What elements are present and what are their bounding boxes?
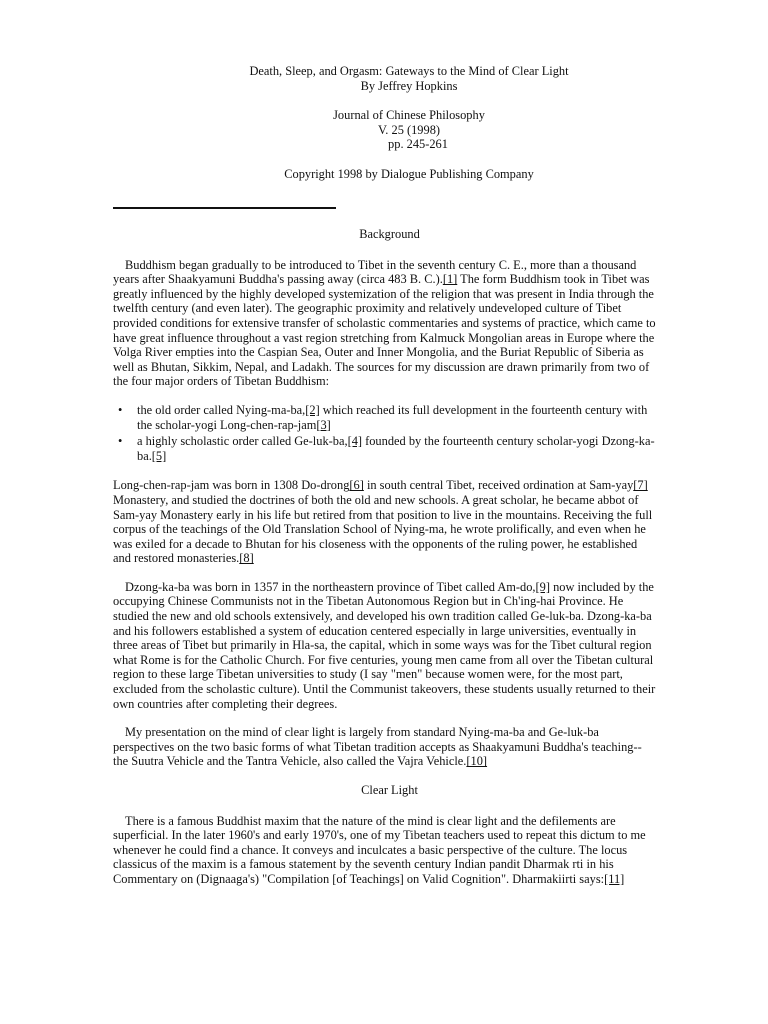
document-header [0, 64, 768, 182]
footnote-link-9[interactable]: [9] [535, 579, 550, 594]
article-title: Death, Sleep, and Orgasm: Gateways to the Mind of Clear Light [249, 64, 569, 78]
journal-volume: V. 25 (1998) [377, 122, 441, 137]
copyright-notice: Copyright 1998 by Dialogue Publishing Company [284, 166, 534, 181]
section-title-background: Background [359, 227, 420, 241]
footnote-link-5[interactable]: [5] [151, 448, 167, 463]
paragraph-3: Dzong-ka-ba was born in 1357 in the northeastern province of Tibet called Am-do,[9] now included by the occupying Chinese Communists not in the Tibetan Autonomous Region but in Ch'ing-hai Province. He studied the new and old schools extensively, and developed his own tradition called Ge-luk-ba. Dzong-ka-ba and his followers established a system of education centered especially in large universities, eventually in three areas of Tibet but primarily in Hla-sa, the capital, which in some ways was for the Tibet cultural region what Rome is for the Catholic Church. For five centuries, young men came from all over the Tibetan cultural region to these large Tibetan universities to study (I say "men" because women were, for the most part, excluded from the scholastic culture). Until the Communist takeovers, these students usually returned to their own countries after completing their degrees. [113, 579, 656, 711]
journal-name: Journal of Chinese Philosophy [333, 108, 485, 123]
paragraph-1: Buddhism began gradually to be introduced to Tibet in the seventh century C. E., more than a thousand years after Shaakyamuni Buddha's passing away (circa 483 B. C.).[1] The form Buddhism took in Tibet was greatly influenced by the highly developed systemization of the religion that was present in India through the twelfth century (and even later). The geographic proximity and relatively undeveloped culture of Tibet provided conditions for extensive transfer of scholastic commentaries and systems of practice, which came to have great influence throughout a vast region stretching from Kalmuck Mongolian areas in Europe where the Volga River empties into the Caspian Sea, Outer and Inner Mongolia, and the Buriat Republic of Siberia as well as Bhutan, Sikkim, Nepal, and Ladakh. The sources for my discussion are drawn primarily from two of the four major orders of Tibetan Buddhism: [113, 257, 656, 389]
footnote-link-2[interactable]: [2] [305, 402, 320, 417]
list-item-ge-luk: • a highly scholastic order called Ge-luk-ba,[4] founded by the fourteenth century scholar-yogi Dzong-ka-ba.[5] [118, 434, 655, 463]
paragraph-4: My presentation on the mind of clear light is largely from standard Nying-ma-ba and Ge-luk-ba perspectives on the two basic forms of what Tibetan tradition accepts as Shaakyamuni Buddha's teaching--the Suutra Vehicle and the Tantra Vehicle, also called the Vajra Vehicle.[10] [113, 725, 642, 769]
footnote-link-8[interactable]: [8] [239, 551, 254, 566]
footnote-link-7[interactable]: [7] [633, 478, 648, 493]
bullet-icon: • [118, 434, 123, 449]
footnote-link-11[interactable]: [11] [604, 871, 625, 886]
footnote-link-6[interactable]: [6] [349, 478, 364, 493]
orders-list [113, 403, 656, 463]
footnote-link-3[interactable]: [3] [316, 417, 331, 432]
paragraph-2: Long-chen-rap-jam was born in 1308 Do-drong[6] in south central Tibet, received ordination at Sam-yay[7] Monastery, and studied the doctrines of both the old and new schools. A great scholar, he became abbot of Sam-yay Monastery early in his life but retired from that position to live in the mountains. Receiving the full corpus of the teachings of the Old Translation School of Nying-ma, he wrote prolifically, and even when he was exiled for a decade to Bhutan for his closeness with the opponents of the ruling power, he established and restored monasteries.[8] [113, 478, 653, 566]
article-body [113, 227, 656, 901]
bullet-icon: • [118, 402, 123, 417]
list-item-nying-ma: • the old order called Nying-ma-ba,[2] which reached its full development in the fourteenth century with the scholar-yogi Long-chen-rap-jam[3] [118, 402, 648, 432]
footnote-link-10[interactable]: [10] [466, 754, 488, 769]
footnote-link-1[interactable]: [1] [442, 272, 458, 287]
horizontal-rule [113, 207, 336, 209]
paragraph-5: There is a famous Buddhist maxim that the nature of the mind is clear light and the defilements are superficial. In the later 1960's and early 1970's, one of my Tibetan teachers used to repeat this dictum to me whenever he could find a chance. It conveys and inculcates a basic perspective of the culture. The locus classicus of the maxim is a famous statement by the seventh century Indian pandit Dharmak rti in his Commentary on (Dignaaga's) "Compilation [of Teachings] on Valid Cognition". Dharmakiirti says:[11] [113, 813, 646, 886]
journal-pages: pp. 245-261 [388, 137, 448, 152]
footnote-link-4[interactable]: [4] [347, 434, 363, 449]
section-title-clear-light: Clear Light [361, 783, 418, 797]
article-byline: By Jeffrey Hopkins [360, 78, 458, 93]
